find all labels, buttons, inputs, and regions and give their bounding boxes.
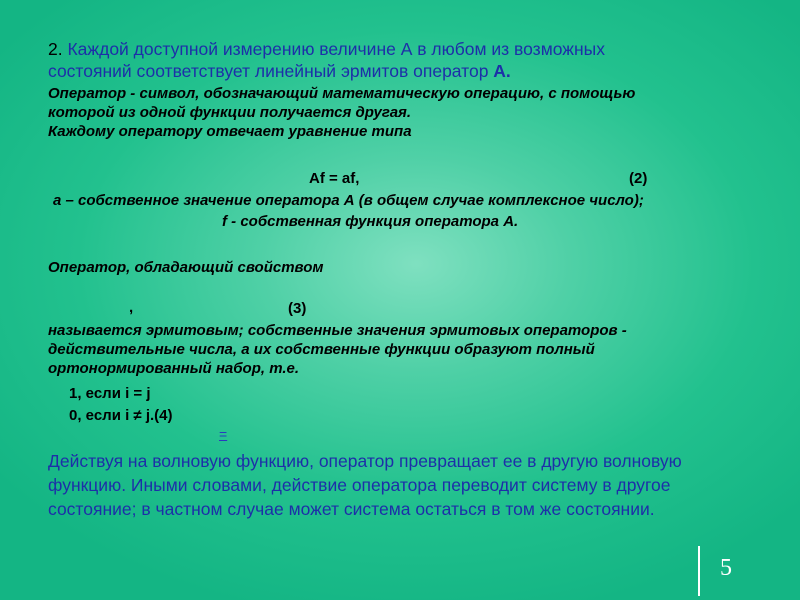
equals-mark: =: [219, 426, 228, 442]
hermitian-description: [48, 321, 627, 378]
item-number: 2.: [48, 39, 63, 59]
hermitian-line-3: ортонормированный набор, т.е.: [48, 360, 300, 377]
equation-2-label: (2): [629, 170, 648, 187]
definition-line-3: Каждому оператору отвечает уравнение типа: [48, 123, 412, 140]
intro-line-1: [48, 38, 605, 60]
eigenfunction-description: f - собственная функция оператора А.: [222, 213, 519, 230]
equation-3-comma: ,: [129, 299, 134, 316]
case-1: 1, если i = j: [69, 385, 151, 402]
definition-line-2: которой из одной функции получается другая.: [48, 104, 412, 121]
eigenvalue-description: а – собственное значение оператора А (в общем случае комплексное число);: [53, 192, 644, 209]
hermitian-line-1: называется эрмитовым; собственные значения эрмитовых операторов -: [48, 322, 627, 339]
hermitian-intro: Оператор, обладающий свойством: [48, 259, 324, 276]
equation-2-formula: Af = af,: [309, 170, 360, 187]
equation-3-label: (3): [288, 300, 307, 317]
page-number: 5: [720, 555, 732, 581]
intro-text-1: Каждой доступной измерению величине А в любом из возможных: [62, 39, 605, 59]
definition-block: [48, 84, 635, 141]
intro-text-2: состояний соответствует линейный эрмитов оператор: [48, 61, 494, 81]
intro-line-2: [48, 60, 605, 82]
hermitian-line-2: действительные числа, а их собственные функции образуют полный: [48, 341, 595, 358]
footer-divider: [698, 546, 700, 596]
conclusion-paragraph: Действуя на волновую функцию, оператор превращает ее в другую волновую функцию. Иными словами, действие оператора переводит систему в другое состояние; в частном случае может система остаться в том же состоянии.: [48, 451, 682, 519]
intro-paragraph: [48, 38, 605, 82]
operator-symbol: А.: [493, 61, 511, 81]
case-2: 0, если i ≠ j.(4): [69, 407, 173, 424]
definition-line-1: Оператор - символ, обозначающий математическую операцию, с помощью: [48, 85, 636, 102]
